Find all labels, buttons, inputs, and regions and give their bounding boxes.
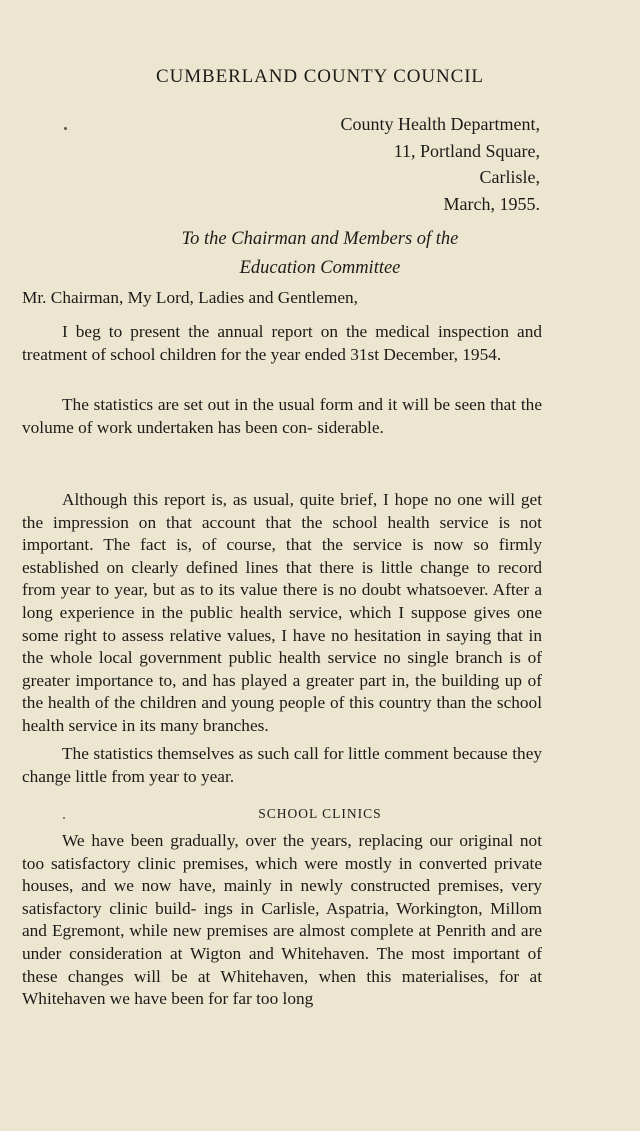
sender-address xyxy=(341,111,540,217)
council-heading: CUMBERLAND COUNTY COUNCIL xyxy=(156,66,484,87)
paragraph-school-clinics xyxy=(22,830,542,1011)
paragraph-intro xyxy=(22,321,542,366)
address-line-city: Carlisle, xyxy=(479,167,540,187)
addressee-line-1: To the Chairman and Members of the xyxy=(181,229,459,249)
paragraph-statistics xyxy=(22,394,542,439)
address-line-date: March, 1955. xyxy=(443,193,540,214)
salutation xyxy=(22,287,542,310)
paragraph-text: We have been gradually, over the years, replacing our original not too satisfactory clinic premises, which were mostly in converted private houses, and we now have, mainly in newly constructed premises, very satisfactory clinic build- ings in Carlisle, Aspatria, Workington, Millom and Egremont, while new premises are almost complete at Penrith and are under consideration at Wigton and Whitehaven. The most important of these changes will be at Whitehaven, when this materialises, for at Whitehaven we have been for far too long xyxy=(22,831,542,1009)
address-line-department: County Health Department, xyxy=(340,114,540,134)
address-line-street: 11, Portland Square, xyxy=(393,140,540,161)
paragraph-text: The statistics are set out in the usual form and it will be seen that the volume of work undertaken has been con- siderable. xyxy=(22,395,542,437)
stray-ink-mark xyxy=(64,127,67,130)
paragraph-text: I beg to present the annual report on the medical inspection and treatment of school children for the year ended 31st December, 1954. xyxy=(22,322,542,364)
paragraph-comment xyxy=(22,743,542,788)
stray-ink-mark xyxy=(63,817,65,819)
salutation-text: Mr. Chairman, My Lord, Ladies and Gentlemen, xyxy=(22,288,358,307)
addressee-line-2: Education Committee xyxy=(239,258,401,278)
addressee-block xyxy=(0,225,640,283)
paragraph-text: The statistics themselves as such call for little comment because they change little from year to year. xyxy=(22,744,542,786)
section-heading-school-clinics: SCHOOL CLINICS xyxy=(258,806,382,821)
paragraph-importance xyxy=(22,489,542,738)
paragraph-text: Although this report is, as usual, quite brief, I hope no one will get the impression on that account that the school health service is not important. The fact is, of course, that the service is now so firmly established on clearly defined lines that there is little change to record from year to year, but as to its value there is no doubt whatsoever. After a long experience in the public health service, which I suppose gives one some right to assess relative values, I have no hesitation in saying that in the whole local government public health service no single branch is of greater importance to, and has played a greater part in, the building up of the health of the children and young people of this country than the school health service in its many branches. xyxy=(22,490,542,735)
